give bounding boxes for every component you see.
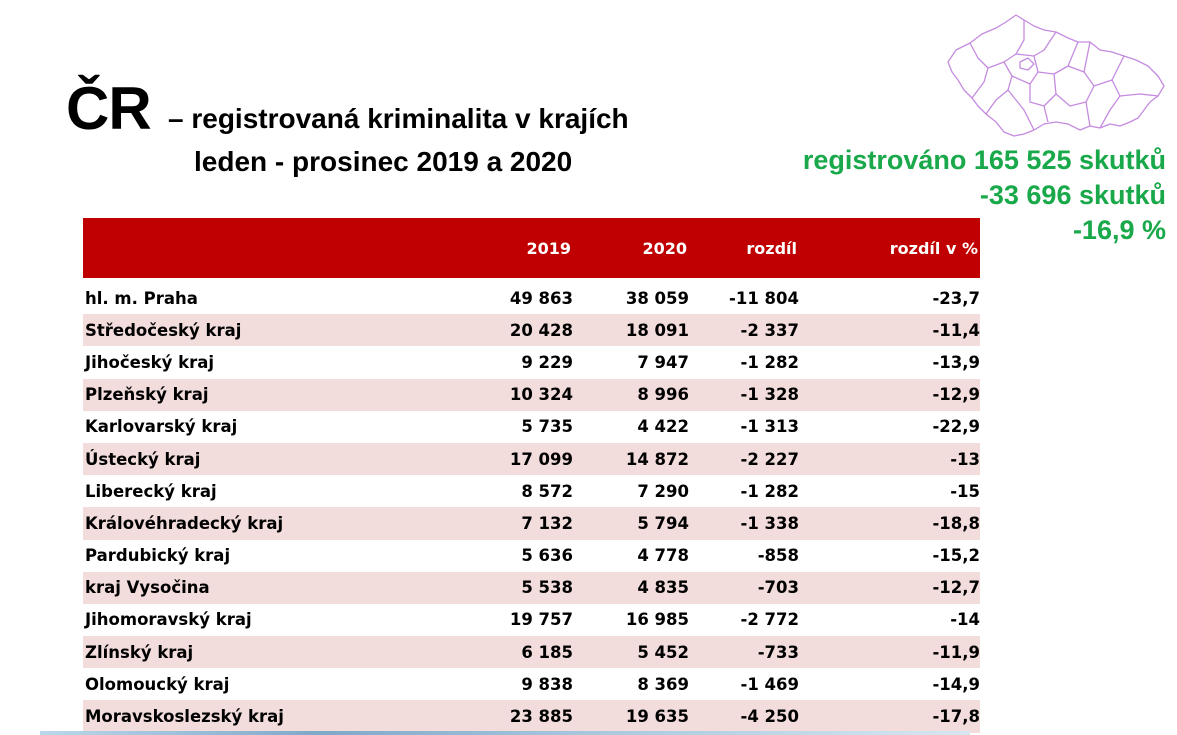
value-difference-percent: -14 xyxy=(950,610,980,630)
region-name: hl. m. Praha xyxy=(85,288,198,308)
value-difference: -858 xyxy=(757,546,799,566)
value-2019: 49 863 xyxy=(509,288,573,308)
value-difference-percent: -12,9 xyxy=(799,379,980,411)
value-difference: -2 772 xyxy=(740,610,799,630)
value-difference-percent: -15,2 xyxy=(932,546,980,566)
value-difference-percent: -14,9 xyxy=(932,674,980,694)
value-difference: -4 250 xyxy=(689,700,799,732)
table-row xyxy=(83,507,980,539)
value-2019: 6 185 xyxy=(413,636,573,668)
region-name: Pardubický kraj xyxy=(85,546,231,566)
table-body xyxy=(83,278,980,733)
value-2019: 5 735 xyxy=(521,417,573,437)
value-difference-percent: -13 xyxy=(799,443,980,475)
value-2020: 7 290 xyxy=(637,481,689,501)
region-name: kraj Vysočina xyxy=(83,572,413,604)
table-row xyxy=(83,379,980,411)
table-row xyxy=(83,700,980,732)
region-name: Plzeňský kraj xyxy=(83,379,413,411)
value-2019: 17 099 xyxy=(413,443,573,475)
map-prague xyxy=(1020,58,1034,70)
header-difference-percent: rozdíl v % xyxy=(799,218,980,278)
table-row xyxy=(83,540,980,572)
value-2019: 7 132 xyxy=(413,507,573,539)
region-name: Zlínský kraj xyxy=(83,636,413,668)
table-row xyxy=(83,443,980,475)
value-2019: 8 572 xyxy=(521,481,573,501)
header-region xyxy=(83,218,413,278)
header-2019: 2019 xyxy=(413,218,573,278)
value-2020: 4 422 xyxy=(637,417,689,437)
table-row xyxy=(83,314,980,346)
page-title-line1: – registrovaná kriminalita v krajích xyxy=(168,103,629,134)
summary-change-absolute: -33 696 skutků xyxy=(979,180,1166,210)
value-2020: 4 835 xyxy=(573,572,689,604)
value-2020: 16 985 xyxy=(625,610,689,630)
value-difference: -1 338 xyxy=(689,507,799,539)
value-2020: 14 872 xyxy=(573,443,689,475)
value-difference: -1 469 xyxy=(740,674,799,694)
value-2019: 5 538 xyxy=(413,572,573,604)
value-difference-percent: -13,9 xyxy=(932,352,980,372)
region-name: Moravskoslezský kraj xyxy=(83,700,413,732)
region-name: Karlovarský kraj xyxy=(85,417,238,437)
value-2020: 4 778 xyxy=(637,546,689,566)
page-subtitle-period: leden - prosinec 2019 a 2020 xyxy=(194,146,573,177)
region-name: Jihočeský kraj xyxy=(85,352,215,372)
region-name: Středočeský kraj xyxy=(83,314,413,346)
summary-change-percent: -16,9 % xyxy=(1072,215,1166,245)
region-name: Královéhradecký kraj xyxy=(83,507,413,539)
czech-republic-map-icon xyxy=(944,10,1166,140)
value-2020: 5 452 xyxy=(573,636,689,668)
value-difference-percent: -18,8 xyxy=(799,507,980,539)
value-2020: 8 369 xyxy=(637,674,689,694)
table-row xyxy=(83,572,980,604)
value-2019: 9 838 xyxy=(521,674,573,694)
value-difference: -2 337 xyxy=(689,314,799,346)
value-2020: 5 794 xyxy=(573,507,689,539)
table-row xyxy=(83,278,980,314)
value-difference: -703 xyxy=(689,572,799,604)
value-2020: 19 635 xyxy=(573,700,689,732)
value-2019: 5 636 xyxy=(521,546,573,566)
value-2020: 38 059 xyxy=(625,288,689,308)
table-row xyxy=(83,475,980,507)
value-2019: 20 428 xyxy=(413,314,573,346)
region-name: Liberecký kraj xyxy=(85,481,217,501)
region-name: Ústecký kraj xyxy=(83,443,413,475)
value-difference-percent: -11,9 xyxy=(799,636,980,668)
table-row xyxy=(83,668,980,700)
header-2020: 2020 xyxy=(573,218,689,278)
value-difference-percent: -11,4 xyxy=(799,314,980,346)
region-name: Olomoucký kraj xyxy=(85,674,230,694)
value-2019: 10 324 xyxy=(413,379,573,411)
header-difference: rozdíl xyxy=(689,218,799,278)
table-row xyxy=(83,411,980,443)
value-difference-percent: -23,7 xyxy=(932,288,980,308)
value-difference-percent: -22,9 xyxy=(932,417,980,437)
value-difference: -11 804 xyxy=(729,288,799,308)
bottom-decorative-strip xyxy=(40,731,970,735)
summary-registered: registrováno 165 525 skutků xyxy=(802,145,1166,175)
value-2020: 8 996 xyxy=(573,379,689,411)
region-name: Jihomoravský kraj xyxy=(85,610,252,630)
value-difference: -1 328 xyxy=(689,379,799,411)
value-difference-percent: -15 xyxy=(950,481,980,501)
table-header-row xyxy=(83,218,980,278)
value-2020: 7 947 xyxy=(637,352,689,372)
value-difference: -1 313 xyxy=(740,417,799,437)
page-title-cr: ČR xyxy=(66,75,151,142)
value-2020: 18 091 xyxy=(573,314,689,346)
crime-by-region-table xyxy=(83,218,980,733)
value-difference: -733 xyxy=(689,636,799,668)
value-difference: -1 282 xyxy=(740,352,799,372)
value-2019: 9 229 xyxy=(521,352,573,372)
value-difference-percent: -12,7 xyxy=(799,572,980,604)
table-row xyxy=(83,636,980,668)
value-2019: 19 757 xyxy=(509,610,573,630)
table-row xyxy=(83,604,980,636)
value-2019: 23 885 xyxy=(413,700,573,732)
value-difference: -2 227 xyxy=(689,443,799,475)
value-difference: -1 282 xyxy=(740,481,799,501)
value-difference-percent: -17,8 xyxy=(799,700,980,732)
table-row xyxy=(83,346,980,378)
